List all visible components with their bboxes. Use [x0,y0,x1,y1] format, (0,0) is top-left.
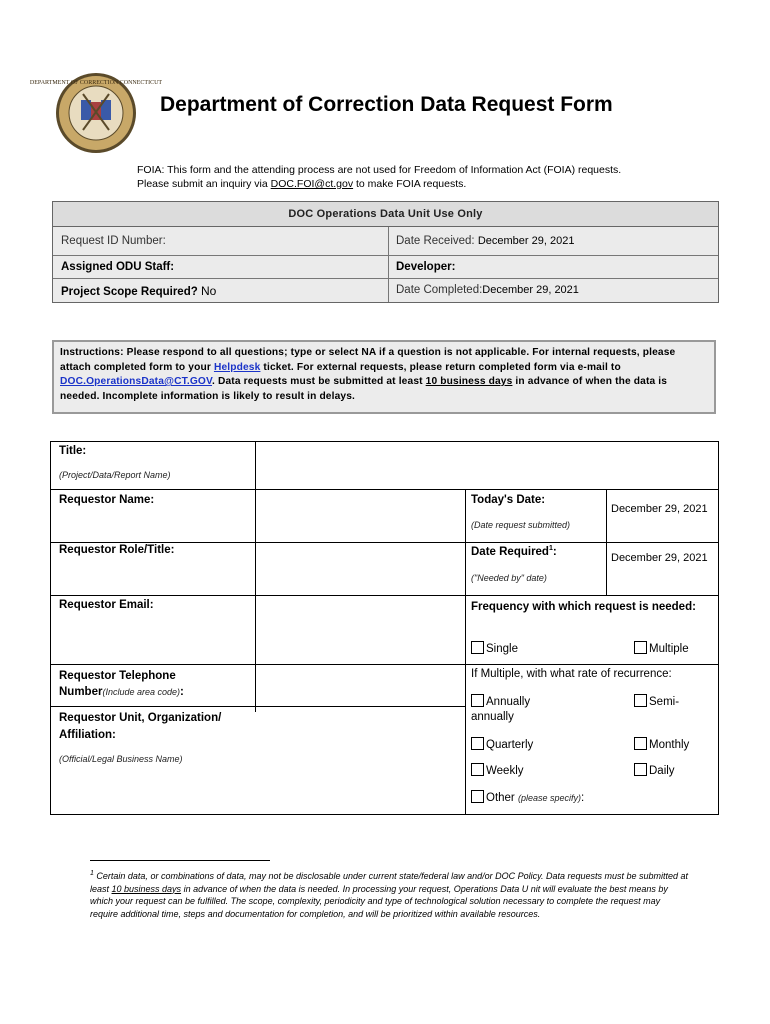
monthly-checkbox[interactable]: Monthly [634,737,689,751]
multiple-checkbox[interactable]: Multiple [634,641,689,655]
todays-date-input[interactable]: December 29, 2021 [611,503,708,515]
footnote-divider [90,860,270,861]
requestor-unit-sublabel: (Official/Legal Business Name) [59,754,183,764]
quarterly-checkbox-box[interactable] [471,737,484,750]
date-required-label: Date Required$^1$: [471,545,557,558]
helpdesk-link[interactable]: Helpdesk [213,361,261,373]
instructions-box: Instructions: Please respond to all questions; type or select NA if a question is not applicable. For internal requests, please attach completed form to your Helpdesk ticket. For external requests, please return completed form via e-mail to DOC.OperationsData@CT.GOV. Data requests must be submitted at least 10 business days in advance of when the data is needed. Incomplete information is likely to result in delays. [52,340,716,414]
todays-date-sublabel: (Date request submitted) [471,520,571,530]
semi-annually-checkbox-box[interactable] [634,694,647,707]
annually-checkbox-box[interactable] [471,694,484,707]
daily-checkbox-box[interactable] [634,763,647,776]
requestor-name-input[interactable] [256,490,464,541]
foia-email-link[interactable]: DOC.FOI@ct.gov [270,178,354,190]
requestor-phone-input[interactable] [256,665,464,705]
operations-use-only-box [52,201,719,303]
date-completed-field[interactable]: Date Completed:December 29, 2021 [396,284,579,296]
requestor-role-input[interactable] [256,543,464,594]
footnote: $^1$ Certain data, or combinations of data, may not be disclosable under current state/federal law and/or DOC Policy. Data requests must be submitted at least 10 business days in advance of when the data is needed. In processing your request, Operations Data U nit will evaluate the best means by which your request can be fulfilled. The scope, complexity, periodicity and type of technological solution necessary to complete the request may require additional time, steps and documentation for completion, and will be prioritized within available resources. [90,870,689,919]
frequency-label: Frequency with which request is needed: [471,601,696,613]
requestor-email-label: Requestor Email: [59,599,154,611]
request-id-label: Request ID Number: [61,235,166,247]
semi-annually-label-wrap: annually [471,711,514,723]
single-checkbox[interactable]: Single [471,641,518,655]
page-title: Department of Correction Data Request Form [160,93,613,116]
requestor-unit-label: Requestor Unit, Organization/ Affiliation: [59,712,222,741]
date-required-sublabel: ("Needed by" date) [471,573,547,583]
todays-date-label: Today's Date: [471,494,546,506]
doc-seal-logo [29,72,163,154]
weekly-checkbox-box[interactable] [471,763,484,776]
other-checkbox-box[interactable] [471,790,484,803]
weekly-checkbox[interactable]: Weekly [471,763,524,777]
requestor-phone-label: Requestor Telephone Number(Include area code): [59,670,184,698]
single-checkbox-box[interactable] [471,641,484,654]
scope-required-field[interactable]: Project Scope Required? No [61,284,217,298]
daily-checkbox[interactable]: Daily [634,763,675,777]
date-received-field[interactable]: Date Received: December 29, 2021 [396,235,575,247]
operations-email-link[interactable]: DOC.OperationsData@CT.GOV [60,376,212,387]
title-label: Title: [59,445,87,457]
requestor-name-label: Requestor Name: [59,494,155,506]
semi-annually-checkbox[interactable]: Semi- [634,694,679,708]
annually-checkbox[interactable]: Annually [471,694,530,708]
date-required-input[interactable]: December 29, 2021 [611,552,708,564]
monthly-checkbox-box[interactable] [634,737,647,750]
svg-text:DEPARTMENT OF CORRECTION CONNE: DEPARTMENT OF CORRECTION CONNECTICUT [29,80,163,86]
developer-label: Developer: [396,261,456,273]
requestor-email-input[interactable] [256,596,464,663]
requestor-role-label: Requestor Role/Title: [59,544,175,556]
title-input[interactable] [256,443,717,488]
foia-notice: FOIA: This form and the attending process are not used for Freedom of Information Act (FOIA) requests. Please submit an inquiry via DOC.FOI@ct.gov to make FOIA requests. [137,164,622,190]
assigned-staff-label: Assigned ODU Staff: [61,261,175,273]
multiple-checkbox-box[interactable] [634,641,647,654]
title-sublabel: (Project/Data/Report Name) [59,470,171,480]
operations-heading: DOC Operations Data Unit Use Only [53,202,718,227]
requestor-unit-input[interactable] [256,707,464,814]
quarterly-checkbox[interactable]: Quarterly [471,737,533,751]
request-form-table [50,441,719,815]
other-checkbox[interactable]: Other (please specify): [471,790,584,804]
recurrence-label: If Multiple, with what rate of recurrence: [471,668,672,680]
